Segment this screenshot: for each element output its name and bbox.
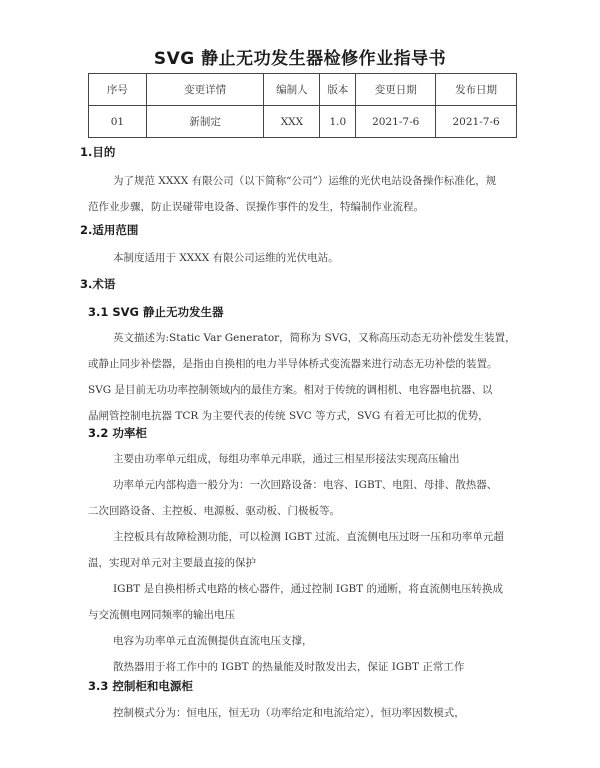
section-heading-terms: 3.术语 bbox=[80, 277, 116, 291]
paragraph-line: 范作业步骤，防止误碰带电设备、误操作事件的发生，特编制作业流程。 bbox=[88, 201, 424, 213]
revision-table-header-row bbox=[89, 74, 517, 106]
cell-change-detail: 新制定 bbox=[146, 106, 264, 138]
revision-table bbox=[88, 73, 517, 138]
revision-table-row bbox=[89, 106, 517, 138]
header-cell-author: 编制人 bbox=[264, 74, 320, 106]
paragraph-line: 晶闸管控制电抗器 TCR 为主要代表的传统 SVC 等方式，SVG 有着无可比拟的优势， bbox=[88, 410, 489, 422]
paragraph-line: 主要由功率单元组成，每组功率单元串联，通过三相星形接法实现高压输出 bbox=[113, 453, 460, 465]
paragraph-line: 为了规范 XXXX 有限公司（以下简称“公司”）运维的光伏电站设备操作标准化，规 bbox=[113, 175, 497, 187]
paragraph-line: 散热器用于将工作中的 IGBT 的热量能及时散发出去，保证 IGBT 正常工作 bbox=[113, 661, 465, 673]
header-cell-change-detail: 变更详情 bbox=[146, 74, 264, 106]
header-cell-serial: 序号 bbox=[89, 74, 147, 106]
paragraph-line: 功率单元内部构造一般分为：一次回路设备：电容、IGBT、电阻、母排、散热器、 bbox=[113, 479, 498, 491]
header-cell-version: 版本 bbox=[320, 74, 356, 106]
subsection-heading-svg: 3.1 SVG 静止无功发生器 bbox=[88, 305, 224, 319]
subsection-heading-control-cabinet: 3.3 控制柜和电源柜 bbox=[88, 679, 193, 693]
paragraph-line: 温，实现对单元对主要最直接的保护 bbox=[88, 557, 256, 569]
paragraph-line: 主控板具有故障检测功能，可以检测 IGBT 过流、直流侧电压过呀一压和功率单元超 bbox=[113, 531, 504, 543]
cell-author: XXX bbox=[264, 106, 320, 138]
paragraph-line: 二次回路设备、主控板、电源板、驱动板、门极板等。 bbox=[88, 505, 340, 517]
paragraph-line: 与交流侧电网同频率的输出电压 bbox=[88, 609, 235, 621]
paragraph-line: 英文描述为:Static Var Generator，简称为 SVG，又称高压动态无功补偿发生装置， bbox=[113, 332, 516, 344]
subsection-heading-power-cabinet: 3.2 功率柜 bbox=[88, 426, 147, 440]
paragraph-line: 电容为功率单元直流侧提供直流电压支撑， bbox=[113, 635, 313, 647]
header-cell-change-date: 变更日期 bbox=[356, 74, 436, 106]
section-heading-purpose: 1.目的 bbox=[80, 145, 116, 159]
paragraph-line: IGBT 是自换相桥式电路的核心器件，通过控制 IGBT 的通断，将直流侧电压转换成 bbox=[113, 583, 504, 595]
paragraph-line: 控制模式分为：恒电压，恒无功（功率给定和电流给定），恒功率因数模式， bbox=[113, 707, 465, 719]
document-title: SVG 静止无功发生器检修作业指导书 bbox=[153, 49, 447, 69]
paragraph-line: SVG 是目前无功功率控制领域内的最佳方案。相对于传统的调相机、电容器电抗器、以 bbox=[88, 384, 493, 396]
header-cell-release-date: 发布日期 bbox=[436, 74, 517, 106]
cell-serial: 01 bbox=[89, 106, 147, 138]
section-heading-scope: 2.适用范围 bbox=[80, 223, 139, 237]
paragraph-line: 本制度适用于 XXXX 有限公司运维的光伏电站。 bbox=[113, 252, 339, 264]
cell-change-date: 2021-7-6 bbox=[356, 106, 436, 138]
paragraph-line: 或静止同步补偿器，是指由自换相的电力半导体桥式变流器来进行动态无功补偿的装置。 bbox=[88, 358, 498, 370]
cell-release-date: 2021-7-6 bbox=[436, 106, 517, 138]
cell-version: 1.0 bbox=[320, 106, 356, 138]
